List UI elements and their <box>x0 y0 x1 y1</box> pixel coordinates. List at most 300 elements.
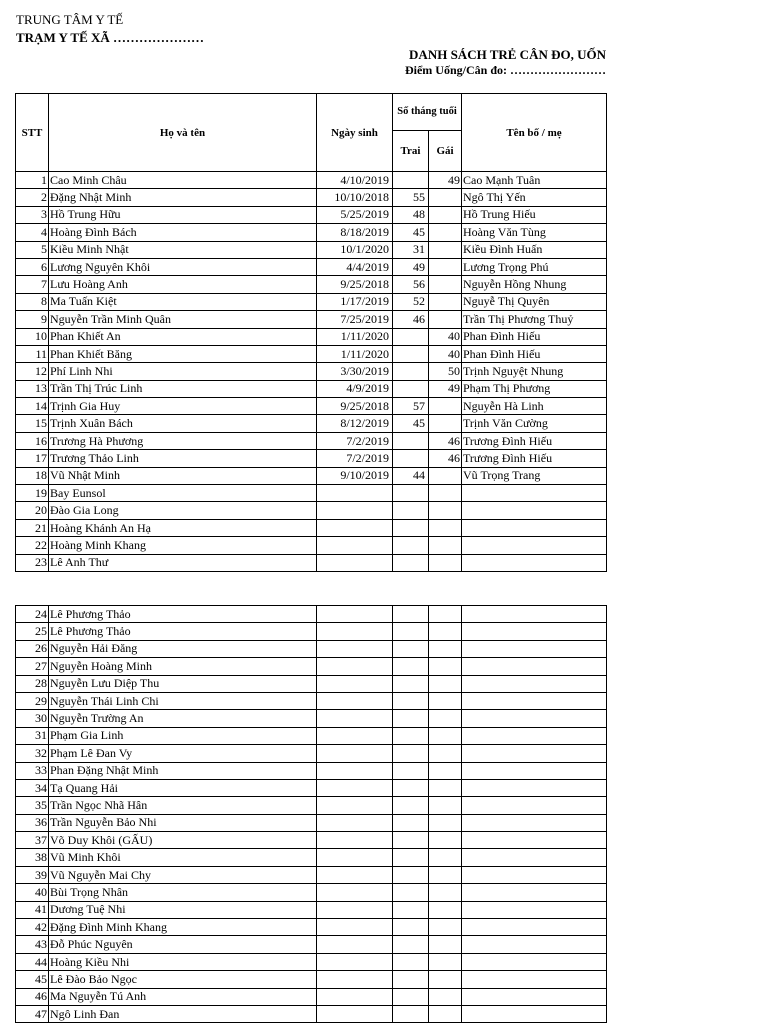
cell-months-girl <box>429 311 462 328</box>
cell-child-name: Đặng Đình Minh Khang <box>49 919 317 936</box>
cell-child-name: Trần Nguyễn Bảo Nhi <box>49 814 317 831</box>
cell-months-boy <box>393 623 429 640</box>
cell-months-boy <box>393 727 429 744</box>
cell-months-boy <box>393 658 429 675</box>
cell-parent-name <box>462 554 607 571</box>
cell-months-boy: 56 <box>393 276 429 293</box>
cell-months-boy <box>393 675 429 692</box>
cell-parent-name <box>462 710 607 727</box>
cell-parent-name: Kiều Đình Huấn <box>462 241 607 258</box>
cell-child-name: Hoàng Minh Khang <box>49 537 317 554</box>
table-row <box>16 293 607 310</box>
cell-months-boy <box>393 953 429 970</box>
cell-stt: 14 <box>16 398 49 415</box>
cell-birth-date: 4/4/2019 <box>317 258 393 275</box>
cell-stt: 31 <box>16 727 49 744</box>
cell-stt: 43 <box>16 936 49 953</box>
table-row <box>16 779 607 796</box>
cell-months-girl <box>429 797 462 814</box>
table-row <box>16 762 607 779</box>
cell-stt: 15 <box>16 415 49 432</box>
table-row <box>16 363 607 380</box>
cell-parent-name: Hoàng Văn Tùng <box>462 224 607 241</box>
cell-months-girl: 49 <box>429 380 462 397</box>
cell-child-name: Hoàng Kiều Nhi <box>49 953 317 970</box>
cell-child-name: Phan Đặng Nhật Minh <box>49 762 317 779</box>
cell-months-girl <box>429 814 462 831</box>
cell-months-girl <box>429 658 462 675</box>
cell-stt: 38 <box>16 849 49 866</box>
cell-child-name: Vũ Nhật Minh <box>49 467 317 484</box>
cell-birth-date <box>317 797 393 814</box>
cell-child-name: Đào Gia Long <box>49 502 317 519</box>
table-row <box>16 1005 607 1022</box>
cell-stt: 33 <box>16 762 49 779</box>
cell-stt: 26 <box>16 640 49 657</box>
table-row <box>16 502 607 519</box>
cell-parent-name: Nguyễn Hà Linh <box>462 398 607 415</box>
cell-parent-name <box>462 884 607 901</box>
cell-child-name: Phạm Gia Linh <box>49 727 317 744</box>
table-row <box>16 345 607 362</box>
cell-months-girl <box>429 692 462 709</box>
cell-stt: 21 <box>16 519 49 536</box>
cell-months-girl <box>429 398 462 415</box>
cell-birth-date: 10/10/2018 <box>317 189 393 206</box>
cell-stt: 25 <box>16 623 49 640</box>
cell-child-name: Dương Tuệ Nhi <box>49 901 317 918</box>
cell-birth-date <box>317 988 393 1005</box>
cell-birth-date <box>317 710 393 727</box>
cell-months-girl <box>429 953 462 970</box>
cell-parent-name <box>462 485 607 502</box>
cell-birth-date: 1/11/2020 <box>317 328 393 345</box>
col-header-dob: Ngày sinh <box>317 94 393 172</box>
cell-parent-name <box>462 953 607 970</box>
cell-parent-name <box>462 692 607 709</box>
cell-stt: 2 <box>16 189 49 206</box>
cell-months-boy <box>393 710 429 727</box>
table-row <box>16 901 607 918</box>
cell-child-name: Ngô Linh Đan <box>49 1005 317 1022</box>
cell-months-boy: 45 <box>393 415 429 432</box>
cell-parent-name: Nguyễn Hồng Nhung <box>462 276 607 293</box>
cell-months-girl <box>429 537 462 554</box>
cell-stt: 47 <box>16 1005 49 1022</box>
cell-birth-date: 5/25/2019 <box>317 206 393 223</box>
table-row <box>16 328 607 345</box>
cell-child-name: Nguyễn Thái Linh Chi <box>49 692 317 709</box>
cell-stt: 10 <box>16 328 49 345</box>
cell-parent-name: Ngô Thị Yến <box>462 189 607 206</box>
cell-child-name: Hoàng Khánh An Hạ <box>49 519 317 536</box>
cell-stt: 39 <box>16 866 49 883</box>
cell-months-girl: 46 <box>429 432 462 449</box>
cell-birth-date <box>317 745 393 762</box>
cell-parent-name: Trịnh Văn Cường <box>462 415 607 432</box>
table-row <box>16 554 607 571</box>
cell-months-girl <box>429 224 462 241</box>
cell-child-name: Nguyễn Trần Minh Quân <box>49 311 317 328</box>
table-row <box>16 623 607 640</box>
cell-stt: 1 <box>16 172 49 189</box>
cell-months-girl: 46 <box>429 450 462 467</box>
cell-months-girl <box>429 519 462 536</box>
cell-parent-name: Nguyễ Thị Quyên <box>462 293 607 310</box>
cell-months-girl <box>429 502 462 519</box>
cell-birth-date: 8/12/2019 <box>317 415 393 432</box>
table-row <box>16 450 607 467</box>
cell-birth-date: 9/10/2019 <box>317 467 393 484</box>
cell-birth-date <box>317 884 393 901</box>
cell-child-name: Trương Hà Phương <box>49 432 317 449</box>
cell-months-boy <box>393 345 429 362</box>
cell-months-girl <box>429 971 462 988</box>
cell-child-name: Hoàng Đình Bách <box>49 224 317 241</box>
table-row <box>16 849 607 866</box>
table-row <box>16 971 607 988</box>
cell-months-boy <box>393 849 429 866</box>
cell-birth-date: 1/11/2020 <box>317 345 393 362</box>
cell-child-name: Trần Ngọc Nhã Hân <box>49 797 317 814</box>
table-row <box>16 884 607 901</box>
cell-parent-name <box>462 762 607 779</box>
cell-parent-name: Phan Đình Hiếu <box>462 328 607 345</box>
cell-child-name: Trương Thảo Linh <box>49 450 317 467</box>
table-row <box>16 988 607 1005</box>
table-row <box>16 814 607 831</box>
cell-stt: 35 <box>16 797 49 814</box>
cell-months-boy <box>393 692 429 709</box>
table-row <box>16 206 607 223</box>
table-row <box>16 727 607 744</box>
cell-months-girl <box>429 866 462 883</box>
table-row <box>16 224 607 241</box>
cell-parent-name: Cao Mạnh Tuân <box>462 172 607 189</box>
cell-parent-name: Trương Đình Hiếu <box>462 450 607 467</box>
cell-months-boy <box>393 745 429 762</box>
cell-birth-date <box>317 675 393 692</box>
cell-months-girl <box>429 276 462 293</box>
col-header-stt: STT <box>16 94 49 172</box>
cell-months-boy <box>393 554 429 571</box>
cell-stt: 8 <box>16 293 49 310</box>
cell-birth-date <box>317 953 393 970</box>
table-row <box>16 710 607 727</box>
cell-months-girl <box>429 762 462 779</box>
cell-child-name: Đặng Nhật Minh <box>49 189 317 206</box>
cell-months-girl <box>429 623 462 640</box>
cell-child-name: Trần Thị Trúc Linh <box>49 380 317 397</box>
cell-months-girl <box>429 884 462 901</box>
cell-parent-name: Trịnh Nguyệt Nhung <box>462 363 607 380</box>
cell-parent-name <box>462 988 607 1005</box>
cell-parent-name <box>462 1005 607 1022</box>
cell-months-girl <box>429 415 462 432</box>
cell-months-girl <box>429 554 462 571</box>
col-header-age-months: Số tháng tuổi <box>393 94 462 131</box>
cell-birth-date: 8/18/2019 <box>317 224 393 241</box>
cell-months-girl <box>429 919 462 936</box>
cell-stt: 9 <box>16 311 49 328</box>
cell-months-girl <box>429 710 462 727</box>
cell-child-name: Lê Đào Bảo Ngọc <box>49 971 317 988</box>
cell-parent-name: Trương Đình Hiếu <box>462 432 607 449</box>
cell-stt: 24 <box>16 606 49 623</box>
cell-parent-name: Hồ Trung Hiếu <box>462 206 607 223</box>
cell-birth-date <box>317 485 393 502</box>
cell-stt: 46 <box>16 988 49 1005</box>
cell-stt: 6 <box>16 258 49 275</box>
cell-stt: 41 <box>16 901 49 918</box>
cell-months-girl <box>429 675 462 692</box>
table-row <box>16 380 607 397</box>
cell-stt: 11 <box>16 345 49 362</box>
cell-stt: 7 <box>16 276 49 293</box>
cell-birth-date <box>317 849 393 866</box>
cell-birth-date: 9/25/2018 <box>317 276 393 293</box>
cell-months-boy <box>393 485 429 502</box>
cell-child-name: Ma Tuấn Kiệt <box>49 293 317 310</box>
cell-birth-date <box>317 692 393 709</box>
cell-birth-date <box>317 866 393 883</box>
cell-months-boy <box>393 901 429 918</box>
cell-child-name: Lê Phương Thảo <box>49 623 317 640</box>
cell-months-boy <box>393 884 429 901</box>
children-table-part-2 <box>15 605 607 1023</box>
cell-months-boy <box>393 172 429 189</box>
table-row <box>16 276 607 293</box>
cell-birth-date <box>317 658 393 675</box>
cell-birth-date: 7/2/2019 <box>317 432 393 449</box>
cell-stt: 16 <box>16 432 49 449</box>
cell-parent-name <box>462 866 607 883</box>
cell-birth-date <box>317 554 393 571</box>
cell-stt: 5 <box>16 241 49 258</box>
cell-stt: 44 <box>16 953 49 970</box>
cell-birth-date: 7/2/2019 <box>317 450 393 467</box>
table-row <box>16 953 607 970</box>
cell-birth-date <box>317 971 393 988</box>
cell-stt: 29 <box>16 692 49 709</box>
cell-birth-date: 3/30/2019 <box>317 363 393 380</box>
cell-child-name: Phạm Lê Đan Vy <box>49 745 317 762</box>
cell-stt: 32 <box>16 745 49 762</box>
cell-parent-name <box>462 658 607 675</box>
cell-stt: 34 <box>16 779 49 796</box>
document-title: DANH SÁCH TRẺ CÂN ĐO, UỐN <box>409 47 606 62</box>
table-row <box>16 745 607 762</box>
cell-child-name: Lê Anh Thư <box>49 554 317 571</box>
cell-birth-date: 10/1/2020 <box>317 241 393 258</box>
measurement-place: Điểm Uống/Cân đo: …………………… <box>404 63 606 77</box>
cell-months-girl <box>429 936 462 953</box>
cell-months-boy <box>393 537 429 554</box>
cell-months-girl <box>429 206 462 223</box>
cell-stt: 13 <box>16 380 49 397</box>
cell-months-boy <box>393 432 429 449</box>
cell-parent-name <box>462 849 607 866</box>
cell-birth-date <box>317 936 393 953</box>
cell-child-name: Tạ Quang Hải <box>49 779 317 796</box>
cell-birth-date <box>317 606 393 623</box>
cell-birth-date <box>317 779 393 796</box>
cell-months-girl <box>429 1005 462 1022</box>
cell-stt: 3 <box>16 206 49 223</box>
cell-parent-name <box>462 971 607 988</box>
cell-stt: 19 <box>16 485 49 502</box>
cell-months-girl <box>429 467 462 484</box>
cell-months-boy <box>393 988 429 1005</box>
cell-parent-name: Lương Trọng Phú <box>462 258 607 275</box>
cell-child-name: Vũ Minh Khôi <box>49 849 317 866</box>
cell-parent-name <box>462 623 607 640</box>
table-row <box>16 936 607 953</box>
cell-months-boy: 49 <box>393 258 429 275</box>
cell-parent-name: Phạm Thị Phương <box>462 380 607 397</box>
table-row <box>16 189 607 206</box>
cell-parent-name: Trần Thị Phương Thuỷ <box>462 311 607 328</box>
cell-birth-date <box>317 1005 393 1022</box>
cell-child-name: Nguyễn Hải Đăng <box>49 640 317 657</box>
cell-birth-date: 4/9/2019 <box>317 380 393 397</box>
cell-months-boy <box>393 779 429 796</box>
cell-months-boy <box>393 919 429 936</box>
cell-child-name: Phan Khiết An <box>49 328 317 345</box>
cell-months-girl: 40 <box>429 345 462 362</box>
children-table-part-1 <box>15 93 607 572</box>
cell-months-boy <box>393 814 429 831</box>
cell-months-girl <box>429 189 462 206</box>
cell-stt: 37 <box>16 832 49 849</box>
cell-birth-date <box>317 519 393 536</box>
table-row <box>16 467 607 484</box>
col-header-girl: Gái <box>429 131 462 172</box>
cell-months-boy <box>393 797 429 814</box>
cell-child-name: Vũ Nguyễn Mai Chy <box>49 866 317 883</box>
cell-child-name: Nguyễn Lưu Diệp Thu <box>49 675 317 692</box>
cell-months-girl <box>429 849 462 866</box>
table-row <box>16 797 607 814</box>
table-row <box>16 640 607 657</box>
cell-child-name: Ma Nguyễn Tú Anh <box>49 988 317 1005</box>
cell-stt: 17 <box>16 450 49 467</box>
cell-birth-date <box>317 919 393 936</box>
cell-months-girl <box>429 745 462 762</box>
table-row <box>16 519 607 536</box>
cell-stt: 20 <box>16 502 49 519</box>
cell-parent-name <box>462 936 607 953</box>
cell-parent-name <box>462 537 607 554</box>
cell-child-name: Phan Khiết Băng <box>49 345 317 362</box>
cell-child-name: Bùi Trọng Nhân <box>49 884 317 901</box>
cell-parent-name <box>462 727 607 744</box>
cell-months-boy: 31 <box>393 241 429 258</box>
cell-months-boy: 55 <box>393 189 429 206</box>
cell-months-boy: 44 <box>393 467 429 484</box>
cell-stt: 4 <box>16 224 49 241</box>
cell-parent-name <box>462 606 607 623</box>
cell-stt: 28 <box>16 675 49 692</box>
cell-stt: 18 <box>16 467 49 484</box>
table-row <box>16 258 607 275</box>
cell-child-name: Lê Phương Thảo <box>49 606 317 623</box>
cell-months-girl <box>429 988 462 1005</box>
cell-child-name: Cao Minh Châu <box>49 172 317 189</box>
cell-birth-date <box>317 640 393 657</box>
cell-months-boy <box>393 640 429 657</box>
org-line-2: TRẠM Y TẾ XÃ ………………… <box>16 30 205 45</box>
cell-child-name: Phí Linh Nhi <box>49 363 317 380</box>
cell-months-boy <box>393 866 429 883</box>
cell-parent-name <box>462 519 607 536</box>
cell-birth-date: 9/25/2018 <box>317 398 393 415</box>
cell-months-girl <box>429 293 462 310</box>
cell-stt: 27 <box>16 658 49 675</box>
cell-child-name: Kiều Minh Nhật <box>49 241 317 258</box>
cell-birth-date <box>317 762 393 779</box>
cell-months-girl: 49 <box>429 172 462 189</box>
cell-birth-date <box>317 814 393 831</box>
cell-birth-date: 4/10/2019 <box>317 172 393 189</box>
cell-parent-name <box>462 797 607 814</box>
cell-parent-name <box>462 901 607 918</box>
cell-months-boy <box>393 328 429 345</box>
cell-stt: 40 <box>16 884 49 901</box>
cell-months-boy <box>393 971 429 988</box>
table-row <box>16 606 607 623</box>
table-row <box>16 485 607 502</box>
table-row <box>16 398 607 415</box>
table-row <box>16 241 607 258</box>
cell-birth-date <box>317 623 393 640</box>
cell-months-girl <box>429 606 462 623</box>
cell-months-girl <box>429 727 462 744</box>
cell-months-boy: 46 <box>393 311 429 328</box>
cell-child-name: Nguyễn Trường An <box>49 710 317 727</box>
cell-months-boy <box>393 380 429 397</box>
cell-parent-name <box>462 502 607 519</box>
cell-months-boy <box>393 450 429 467</box>
cell-birth-date <box>317 727 393 744</box>
table-row <box>16 415 607 432</box>
cell-months-boy <box>393 502 429 519</box>
cell-child-name: Hồ Trung Hữu <box>49 206 317 223</box>
cell-parent-name <box>462 745 607 762</box>
cell-parent-name <box>462 675 607 692</box>
cell-child-name: Lưu Hoàng Anh <box>49 276 317 293</box>
cell-child-name: Trịnh Gia Huy <box>49 398 317 415</box>
cell-months-boy <box>393 832 429 849</box>
table-row <box>16 311 607 328</box>
cell-parent-name <box>462 832 607 849</box>
cell-birth-date <box>317 901 393 918</box>
col-header-name: Họ và tên <box>49 94 317 172</box>
cell-months-girl: 50 <box>429 363 462 380</box>
cell-stt: 42 <box>16 919 49 936</box>
cell-months-boy <box>393 1005 429 1022</box>
cell-birth-date <box>317 502 393 519</box>
cell-months-girl <box>429 901 462 918</box>
cell-stt: 12 <box>16 363 49 380</box>
org-line-1: TRUNG TÂM Y TẾ <box>16 12 124 27</box>
cell-parent-name <box>462 640 607 657</box>
cell-months-boy <box>393 606 429 623</box>
col-header-parent: Tên bố / mẹ <box>462 94 607 172</box>
cell-months-boy <box>393 363 429 380</box>
col-header-boy: Trai <box>393 131 429 172</box>
cell-birth-date <box>317 537 393 554</box>
